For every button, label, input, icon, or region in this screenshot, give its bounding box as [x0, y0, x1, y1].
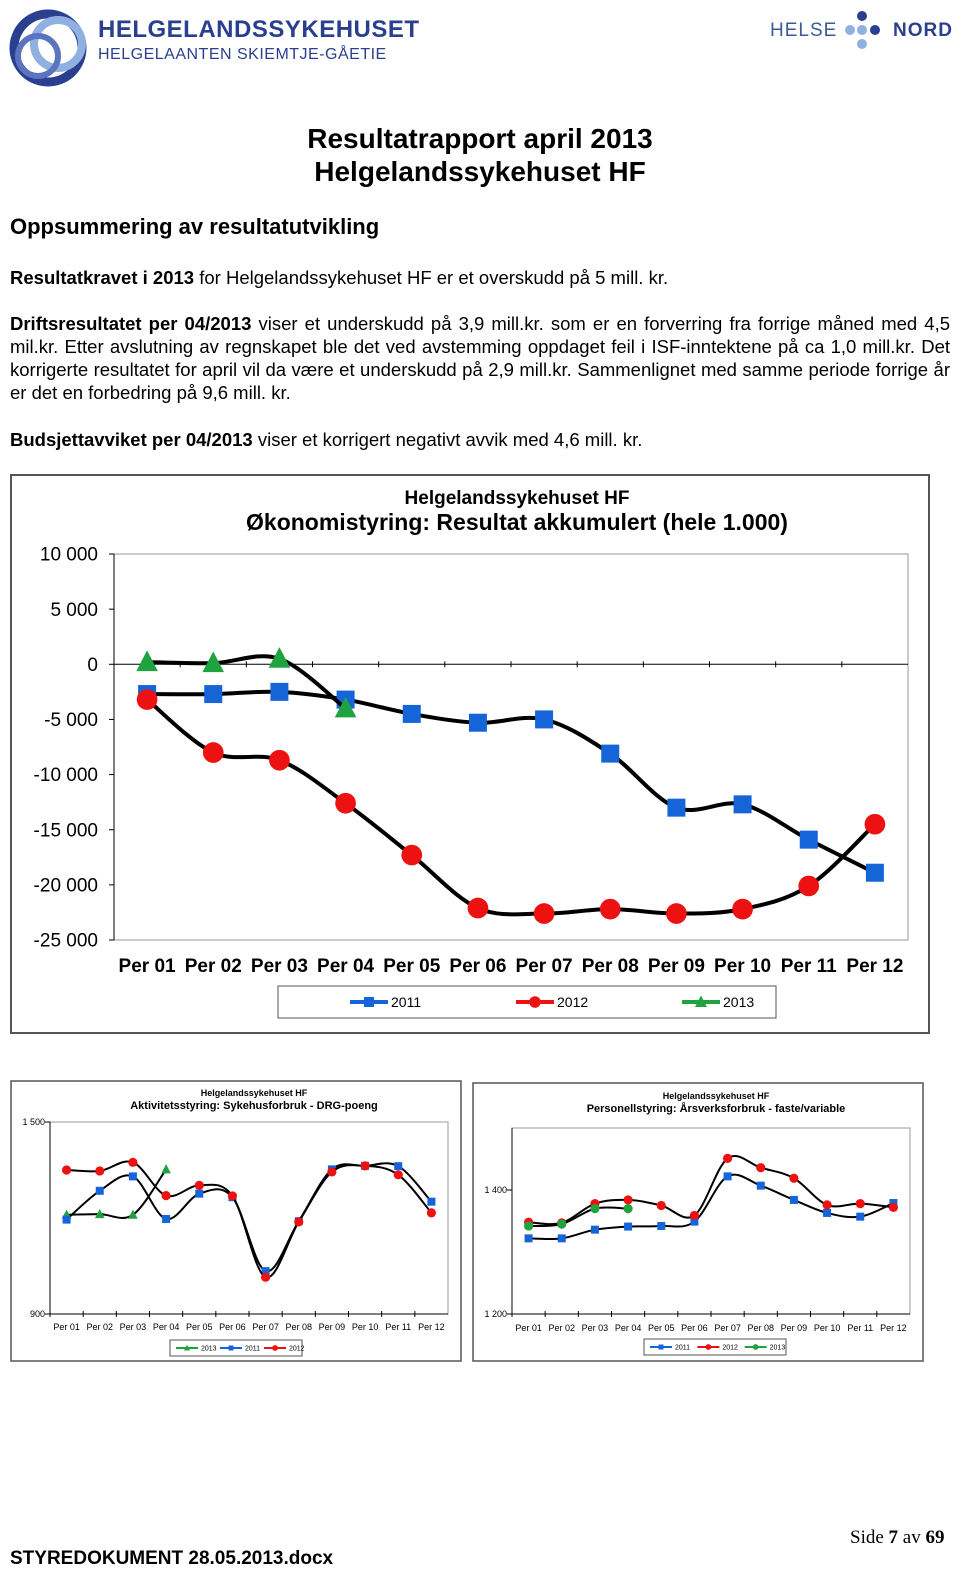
x-tick-label: Per 02: [548, 1323, 576, 1333]
p3-bold: Budsjettavviket per 04/2013: [10, 429, 253, 450]
data-point-2012: [427, 1208, 436, 1217]
data-point-2012: [62, 1165, 71, 1174]
x-tick-label: Per 09: [647, 956, 705, 977]
data-point-2012: [690, 1211, 699, 1220]
x-tick-label: Per 10: [714, 956, 772, 977]
p2-bold: Driftsresultatet per 04/2013: [10, 313, 252, 334]
data-point-2011: [96, 1187, 104, 1195]
p3-text: viser et korrigert negativt avvik med 4,6 mill. kr.: [252, 429, 643, 450]
data-point-2012: [394, 1170, 403, 1179]
legend-label-2011: 2011: [675, 1344, 691, 1352]
x-tick-label: Per 07: [714, 1323, 741, 1333]
x-tick-label: Per 08: [581, 956, 639, 977]
data-point-2012: [889, 1203, 898, 1212]
data-point-2012: [798, 876, 819, 897]
data-point-2011: [525, 1234, 533, 1242]
data-point-2011: [394, 1162, 402, 1170]
plot-area: [114, 554, 908, 940]
x-tick-label: Per 01: [515, 1323, 542, 1333]
data-point-2012: [228, 1191, 237, 1200]
x-tick-label: Per 12: [418, 1322, 445, 1332]
legend-marker-2011: [364, 997, 374, 1007]
data-point-2012: [335, 793, 356, 814]
p2-text: viser et underskudd på 3,9 mill.kr. som er en forverring fra forrige måned med 4,5 mil.kr. Etter avslutning av regnskapet ble det ved avstemming oppdaget feil i ISF-inntektene på ca 1,0 mill.kr. Det korrigerte resultatet for april vil da være et underskudd på 2,9 mill.kr. Sammenlignet med samme periode forrige år er det en forbedring på 9,6 mill. kr.: [10, 313, 950, 403]
x-tick-label: Per 06: [219, 1322, 246, 1332]
y-tick-label: 1 500: [22, 1117, 45, 1128]
data-point-2011: [734, 795, 752, 813]
x-tick-label: Per 04: [317, 956, 375, 977]
data-point-2012: [666, 903, 687, 924]
page-prefix: Side: [850, 1527, 884, 1548]
x-tick-label: Per 06: [681, 1323, 708, 1333]
legend-marker-2012: [705, 1344, 711, 1350]
section-heading: Oppsummering av resultatutvikling: [10, 214, 380, 239]
data-point-2012: [534, 903, 555, 924]
data-point-2011: [823, 1209, 831, 1217]
y-tick-label: 900: [29, 1309, 45, 1320]
chart-title: Helgelandssykehuset HF: [200, 1088, 308, 1098]
y-tick-label: 1 200: [484, 1309, 507, 1320]
data-point-2011: [129, 1172, 137, 1180]
x-tick-label: Per 05: [647, 1323, 675, 1333]
y-tick-label: -20 000: [33, 875, 98, 897]
data-point-2011: [469, 714, 487, 732]
document-footer: STYREDOKUMENT 28.05.2013.docx: [10, 1548, 334, 1569]
paragraph-operating-result: [10, 312, 950, 404]
data-point-2012: [865, 814, 886, 835]
legend-label-2011: 2011: [245, 1345, 261, 1353]
data-point-2012: [623, 1195, 632, 1204]
data-point-2012: [756, 1163, 765, 1172]
data-point-2011: [667, 799, 685, 817]
helse-nord-dots-icon: [842, 10, 887, 52]
data-point-2011: [790, 1196, 798, 1204]
data-point-2013: [623, 1204, 632, 1213]
x-tick-label: Per 07: [515, 956, 573, 977]
partner-nord-text: NORD: [893, 20, 953, 41]
legend-label-2013: 2013: [201, 1345, 217, 1353]
report-title-line2: Helgelandssykehuset HF: [314, 156, 646, 187]
page-current: 7: [888, 1527, 899, 1548]
x-tick-label: Per 03: [250, 956, 308, 977]
x-tick-label: Per 01: [53, 1322, 80, 1332]
p1-text: for Helgelandssykehuset HF er et overskudd på 5 mill. kr.: [194, 267, 669, 288]
x-tick-label: Per 10: [351, 1322, 379, 1332]
legend-label-2012: 2012: [557, 993, 589, 1010]
p1-bold: Resultatkravet i 2013: [10, 267, 195, 288]
x-tick-label: Per 12: [846, 956, 904, 977]
y-tick-label: -25 000: [33, 930, 98, 952]
data-point-2012: [401, 845, 422, 866]
legend-marker-2012: [272, 1345, 278, 1351]
y-tick-label: 10 000: [39, 544, 98, 566]
data-point-2011: [724, 1172, 732, 1180]
x-tick-label: Per 11: [385, 1322, 412, 1332]
data-point-2012: [128, 1158, 137, 1167]
data-point-2012: [723, 1154, 732, 1163]
legend-marker-2011: [229, 1346, 234, 1351]
data-point-2012: [327, 1167, 336, 1176]
data-point-2012: [856, 1199, 865, 1208]
data-point-2012: [203, 742, 224, 763]
chart-subtitle: Økonomistyring: Resultat akkumulert (hele 1.000): [246, 509, 788, 535]
x-tick-label: Per 09: [780, 1323, 808, 1333]
x-tick-label: Per 03: [119, 1322, 147, 1332]
data-point-2012: [95, 1166, 104, 1175]
x-tick-label: Per 07: [252, 1322, 279, 1332]
data-point-2011: [657, 1222, 665, 1230]
data-point-2011: [757, 1182, 765, 1190]
x-tick-label: Per 08: [285, 1322, 313, 1332]
data-point-2012: [732, 899, 753, 920]
data-point-2011: [63, 1216, 71, 1224]
chart-title: Helgelandssykehuset HF: [662, 1091, 770, 1101]
data-point-2012: [468, 898, 489, 919]
x-tick-label: Per 06: [449, 956, 507, 977]
legend-marker-2011: [659, 1345, 664, 1350]
data-point-2011: [624, 1223, 632, 1231]
x-tick-label: Per 05: [383, 956, 441, 977]
legend-label-2013: 2013: [723, 993, 755, 1010]
data-point-2013: [557, 1220, 566, 1229]
data-point-2011: [601, 745, 619, 763]
report-title: [0, 122, 960, 188]
chart-title: Helgelandssykehuset HF: [404, 488, 630, 509]
data-point-2012: [269, 750, 290, 771]
plot-area: [50, 1122, 448, 1314]
x-tick-label: Per 01: [118, 956, 176, 977]
x-tick-label: Per 03: [581, 1323, 609, 1333]
data-point-2012: [137, 689, 158, 710]
page-total: 69: [925, 1527, 945, 1548]
data-point-2011: [204, 685, 222, 703]
page-mid: av: [902, 1527, 921, 1548]
x-tick-label: Per 04: [614, 1323, 642, 1333]
chart-personnel: [472, 1082, 924, 1362]
data-point-2013: [590, 1204, 599, 1213]
y-tick-label: -5 000: [44, 710, 98, 732]
data-point-2012: [294, 1217, 303, 1226]
y-tick-label: 5 000: [50, 599, 98, 621]
data-point-2011: [403, 705, 421, 723]
data-point-2011: [535, 710, 553, 728]
data-point-2011: [800, 831, 818, 849]
x-tick-label: Per 02: [184, 956, 242, 977]
paragraph-budget-deviation: [10, 428, 950, 451]
data-point-2012: [360, 1161, 369, 1170]
partner-helse-text: HELSE: [770, 20, 838, 41]
x-tick-label: Per 10: [813, 1323, 841, 1333]
x-tick-label: Per 11: [847, 1323, 874, 1333]
data-point-2012: [195, 1181, 204, 1190]
chart-subtitle: Aktivitetsstyring: Sykehusforbruk - DRG-poeng: [130, 1100, 378, 1112]
paragraph-result-requirement: [10, 266, 950, 289]
legend-label-2012: 2012: [289, 1345, 305, 1353]
data-point-2013: [524, 1221, 533, 1230]
x-tick-label: Per 02: [86, 1322, 114, 1332]
data-point-2011: [591, 1226, 599, 1234]
chart-subtitle: Personellstyring: Årsverksforbruk - faste/variable: [586, 1103, 846, 1115]
legend-marker-2012: [529, 996, 541, 1008]
data-point-2012: [600, 899, 621, 920]
data-point-2011: [270, 683, 288, 701]
x-tick-label: Per 12: [880, 1323, 907, 1333]
data-point-2011: [866, 864, 884, 882]
y-tick-label: -15 000: [33, 820, 98, 842]
chart-result-accumulated: [10, 474, 930, 1034]
data-point-2012: [789, 1174, 798, 1183]
x-tick-label: Per 08: [747, 1323, 775, 1333]
y-tick-label: 0: [87, 654, 98, 676]
x-tick-label: Per 09: [318, 1322, 346, 1332]
data-point-2011: [856, 1213, 864, 1221]
data-point-2011: [195, 1190, 203, 1198]
data-point-2011: [162, 1215, 170, 1223]
data-point-2011: [558, 1234, 566, 1242]
data-point-2012: [261, 1273, 270, 1282]
x-tick-label: Per 04: [152, 1322, 180, 1332]
org-name: HELGELANDSSYKEHUSET: [98, 16, 420, 43]
x-tick-label: Per 11: [780, 956, 837, 977]
x-tick-label: Per 05: [185, 1322, 213, 1332]
data-point-2012: [822, 1200, 831, 1209]
chart-drg-points: [10, 1080, 462, 1362]
y-tick-label: 1 400: [484, 1185, 507, 1196]
legend-marker-2013: [753, 1344, 759, 1350]
org-subname: HELGELAANTEN SKIEMTJE-GÅETIE: [98, 46, 387, 63]
y-tick-label: -10 000: [33, 765, 98, 787]
data-point-2012: [657, 1201, 666, 1210]
legend-label-2011: 2011: [391, 993, 422, 1010]
data-point-2011: [427, 1198, 435, 1206]
report-title-line1: Resultatrapport april 2013: [307, 123, 653, 154]
legend-label-2013: 2013: [769, 1344, 786, 1352]
data-point-2012: [161, 1191, 170, 1200]
page-number: [850, 1527, 944, 1549]
legend-label-2012: 2012: [722, 1344, 738, 1352]
